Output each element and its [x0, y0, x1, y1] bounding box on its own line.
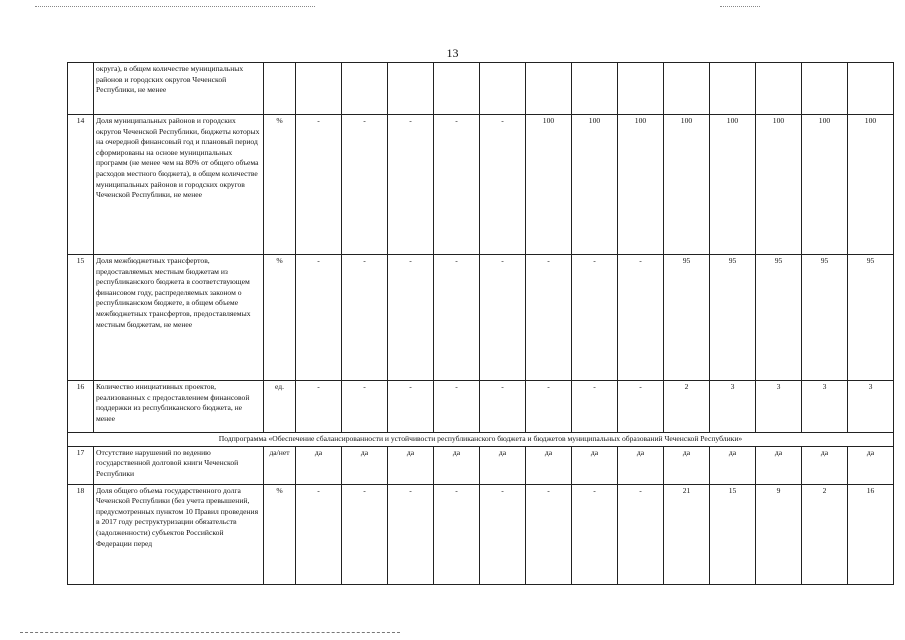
indicator-value: да — [572, 446, 618, 484]
indicator-value: - — [526, 484, 572, 584]
indicator-value: 3 — [710, 381, 756, 433]
indicator-value: - — [342, 381, 388, 433]
unit-of-measure: ед. — [264, 381, 296, 433]
indicator-value: 3 — [848, 381, 894, 433]
unit-of-measure: % — [264, 115, 296, 255]
indicator-value — [342, 63, 388, 115]
indicator-value: - — [388, 115, 434, 255]
indicator-value: - — [342, 255, 388, 381]
indicator-value: 95 — [664, 255, 710, 381]
indicator-value — [756, 63, 802, 115]
row-number: 14 — [68, 115, 94, 255]
table-row — [68, 484, 894, 584]
indicator-name: округа), в общем количестве муниципальных районов и городских округов Чеченской Республики, не менее — [94, 63, 264, 115]
unit-of-measure — [264, 63, 296, 115]
indicator-value — [572, 63, 618, 115]
indicator-value — [848, 63, 894, 115]
indicator-value — [388, 63, 434, 115]
indicator-value: - — [480, 484, 526, 584]
indicator-value: - — [618, 484, 664, 584]
unit-of-measure: % — [264, 484, 296, 584]
indicator-value: да — [434, 446, 480, 484]
indicator-value: - — [434, 255, 480, 381]
indicator-value: да — [526, 446, 572, 484]
indicator-value: - — [618, 255, 664, 381]
indicator-value: да — [342, 446, 388, 484]
row-number — [68, 63, 94, 115]
indicator-value: 100 — [802, 115, 848, 255]
indicator-value: - — [572, 381, 618, 433]
indicator-value: 16 — [848, 484, 894, 584]
indicator-value: - — [388, 255, 434, 381]
row-number: 17 — [68, 446, 94, 484]
indicator-value: да — [802, 446, 848, 484]
indicator-value: да — [756, 446, 802, 484]
indicator-value: да — [296, 446, 342, 484]
scan-artifact-bottom — [20, 632, 400, 635]
indicator-value: 95 — [802, 255, 848, 381]
indicators-table — [67, 62, 894, 585]
indicator-value: 9 — [756, 484, 802, 584]
indicator-value: - — [296, 484, 342, 584]
indicator-name: Количество инициативных проектов, реализованных с предоставлением финансовой поддержки из республиканского бюджета, не менее — [94, 381, 264, 433]
indicator-value: - — [480, 381, 526, 433]
indicator-value: - — [434, 381, 480, 433]
indicator-value: - — [526, 255, 572, 381]
indicator-value: - — [434, 484, 480, 584]
row-number: 16 — [68, 381, 94, 433]
indicator-value: 3 — [756, 381, 802, 433]
indicator-value: - — [572, 255, 618, 381]
indicator-value: да — [710, 446, 756, 484]
indicator-value — [296, 63, 342, 115]
table-row — [68, 446, 894, 484]
indicator-value: - — [480, 115, 526, 255]
indicator-value: - — [388, 484, 434, 584]
table-row — [68, 381, 894, 433]
indicator-value: 100 — [848, 115, 894, 255]
indicator-value: 100 — [526, 115, 572, 255]
scan-artifact-top — [35, 6, 315, 11]
subprogram-title: Подпрограмма «Обеспечение сбалансированности и устойчивости республиканского бюджета и бюджетов муниципальных образований Чеченской Республики» — [68, 433, 894, 447]
table-row — [68, 255, 894, 381]
indicator-value: 2 — [664, 381, 710, 433]
table-row — [68, 115, 894, 255]
indicator-value: 21 — [664, 484, 710, 584]
indicator-value — [526, 63, 572, 115]
indicator-value: 3 — [802, 381, 848, 433]
table-row — [68, 63, 894, 115]
indicator-value — [664, 63, 710, 115]
indicator-value: - — [342, 484, 388, 584]
page-number: 13 — [446, 46, 459, 60]
indicator-value: - — [296, 255, 342, 381]
indicator-value: 100 — [756, 115, 802, 255]
indicator-value: да — [618, 446, 664, 484]
indicator-value: 95 — [710, 255, 756, 381]
indicator-name: Отсутствие нарушений по ведению государственной долговой книги Чеченской Республики — [94, 446, 264, 484]
indicator-value: 15 — [710, 484, 756, 584]
scan-artifact-top-right — [720, 6, 760, 11]
indicator-value: 100 — [710, 115, 756, 255]
indicator-value: 100 — [572, 115, 618, 255]
indicator-name: Доля общего объема государственного долга Чеченской Республики (без учета превышений, предусмотренных пунктом 10 Правил проведения в 2017 году реструктуризации обязательств (задолженности) субъектов Российской Федерации перед — [94, 484, 264, 584]
indicator-value: - — [572, 484, 618, 584]
indicator-value: да — [480, 446, 526, 484]
indicator-name: Доля муниципальных районов и городских округов Чеченской Республики, бюджеты которых на очередной финансовый год и плановый период сформированы на основе муниципальных программ (не менее чем на 80% от общего объема расходов местного бюджета), в общем количестве муниципальных районов и городских округов Чеченской Республики, не менее — [94, 115, 264, 255]
indicator-value: - — [618, 381, 664, 433]
indicator-value — [802, 63, 848, 115]
indicator-value: 100 — [618, 115, 664, 255]
unit-of-measure: % — [264, 255, 296, 381]
indicator-value: 100 — [664, 115, 710, 255]
unit-of-measure: да/нет — [264, 446, 296, 484]
subprogram-header-row — [68, 433, 894, 447]
indicator-value — [618, 63, 664, 115]
row-number: 15 — [68, 255, 94, 381]
indicator-value: - — [434, 115, 480, 255]
indicator-name: Доля межбюджетных трансфертов, предоставляемых местным бюджетам из республиканского бюджета в соответствующем финансовом году, распределяемых законом о республиканском бюджете, в общем объеме межбюджетных трансфертов, предоставляемых местным бюджетам, не менее — [94, 255, 264, 381]
indicator-value: - — [388, 381, 434, 433]
indicator-value — [434, 63, 480, 115]
row-number: 18 — [68, 484, 94, 584]
indicator-value: 95 — [756, 255, 802, 381]
indicator-value: - — [480, 255, 526, 381]
indicator-value: - — [296, 381, 342, 433]
indicator-value: 95 — [848, 255, 894, 381]
indicator-value — [480, 63, 526, 115]
indicator-value: - — [296, 115, 342, 255]
indicator-value: да — [848, 446, 894, 484]
indicator-value: да — [664, 446, 710, 484]
indicator-value: 2 — [802, 484, 848, 584]
indicator-value: - — [342, 115, 388, 255]
indicator-value — [710, 63, 756, 115]
indicator-value: да — [388, 446, 434, 484]
indicator-value: - — [526, 381, 572, 433]
